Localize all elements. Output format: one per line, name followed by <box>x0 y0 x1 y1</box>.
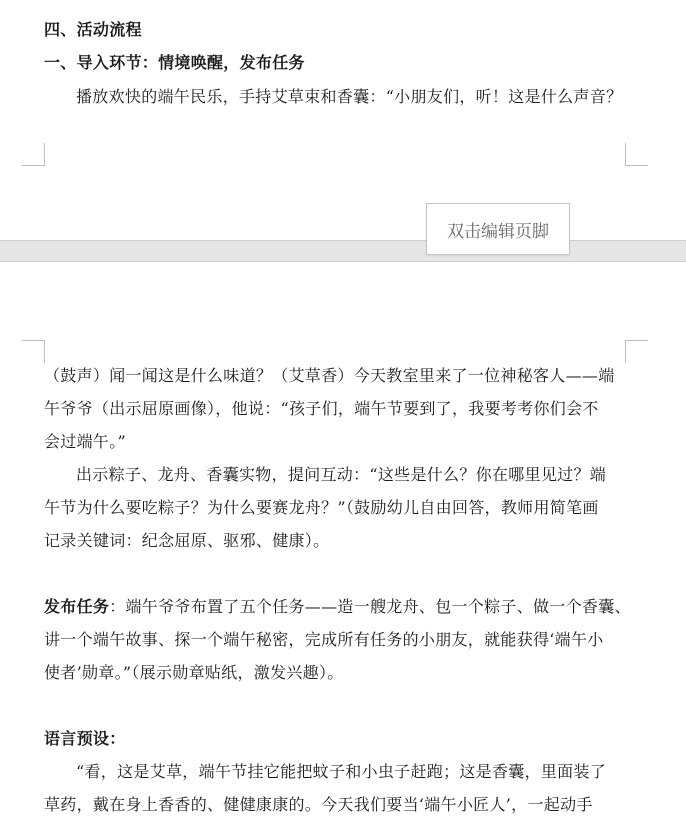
paragraph-line: 午节为什么要吃粽子？为什么要赛龙舟？”（鼓励幼儿自由回答，教师用简笔画 <box>44 498 599 517</box>
page-corner-mark <box>625 340 648 363</box>
task-text: ：端午爷爷布置了五个任务——造一艘龙舟、包一个粽子、做一个香囊、 <box>109 597 631 616</box>
paragraph-line: 午爷爷（出示屈原画像），他说：“孩子们，端午节要到了，我要考考你们会不 <box>44 399 599 418</box>
step1-heading: 一、导入环节：情境唤醒，发布任务 <box>44 53 305 72</box>
task-paragraph-line <box>44 597 644 617</box>
language-heading: 语言预设： <box>44 729 126 748</box>
paragraph-line: 播放欢快的端午民乐，手持艾草束和香囊：“小朋友们，听！这是什么声音？ <box>76 87 623 106</box>
paragraph-line: （鼓声）闻一闻这是什么味道？（艾草香）今天教室里来了一位神秘客人——端 <box>44 366 615 385</box>
paragraph-line: “看，这是艾草，端午节挂它能把蚊子和小虫子赶跑；这是香囊，里面装了 <box>76 762 607 781</box>
section-heading: 四、活动流程 <box>44 20 142 39</box>
edit-footer-button[interactable]: 双击编辑页脚 <box>426 203 570 255</box>
page-top <box>0 0 686 240</box>
task-paragraph-line: 讲一个端午故事、探一个端午秘密，完成所有任务的小朋友，就能获得‘端午小 <box>44 630 604 649</box>
page-corner-mark <box>22 340 45 363</box>
paragraph-line: 草药，戴在身上香香的、健健康康的。今天我们要当‘端午小匠人’，一起动手 <box>44 795 593 814</box>
task-label: 发布任务 <box>44 597 110 616</box>
task-paragraph-line: 使者’勋章。”（展示勋章贴纸，激发兴趣）。 <box>44 663 344 682</box>
page-corner-mark <box>22 143 45 166</box>
paragraph-line: 会过端午。” <box>44 432 126 451</box>
paragraph-line: 出示粽子、龙舟、香囊实物，提问互动：“这些是什么？你在哪里见过？端 <box>76 465 607 484</box>
paragraph-line: 记录关键词：纪念屈原、驱邪、健康）。 <box>44 531 330 550</box>
page-corner-mark <box>625 143 648 166</box>
page-gap <box>0 240 686 262</box>
